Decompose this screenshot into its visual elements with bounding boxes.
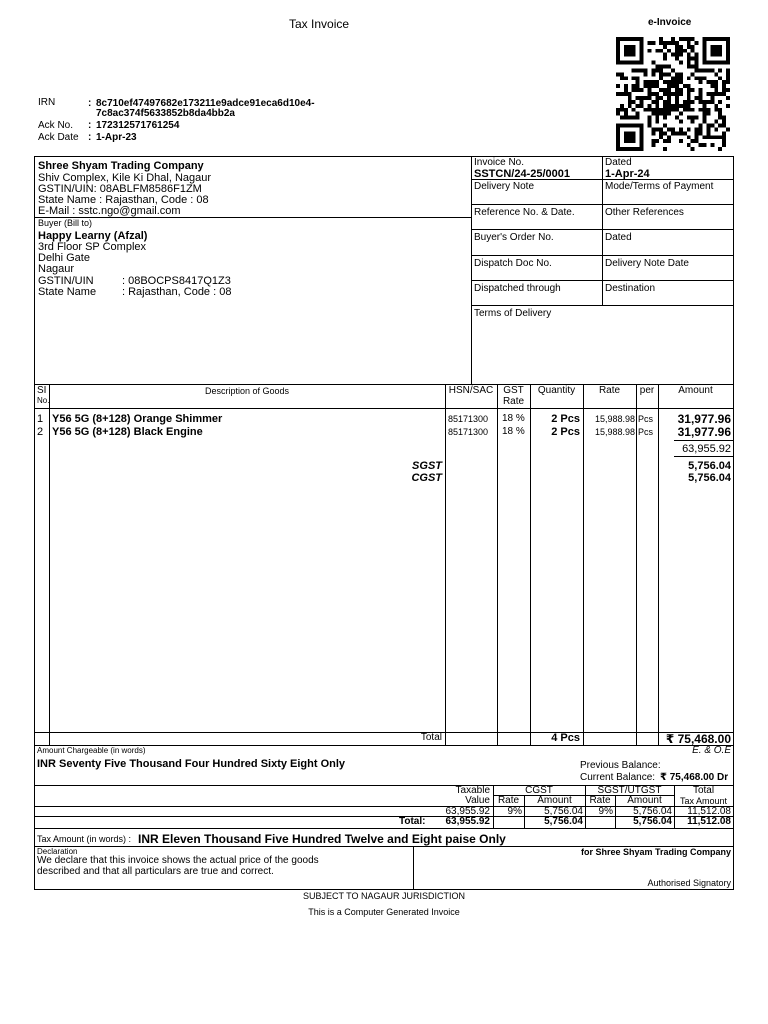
frame-bottom xyxy=(34,889,734,890)
buyers-order-label: Buyer's Order No. xyxy=(474,232,554,243)
frame-right xyxy=(733,156,734,890)
irn-value-line2: 7c8ac374f5633852b8da4bb2a xyxy=(96,108,235,119)
col-hsn-border xyxy=(497,384,498,745)
total-label: Total xyxy=(420,732,442,743)
col-gst-border xyxy=(530,384,531,745)
for-company: for Shree Shyam Trading Company xyxy=(580,847,731,857)
ack-no-colon: : xyxy=(88,120,92,131)
buyer-name: Happy Learny (Afzal) xyxy=(38,230,148,242)
tax-cgst-label: CGST xyxy=(525,785,553,796)
dispatched-through-label: Dispatched through xyxy=(474,283,561,294)
reference-label: Reference No. & Date. xyxy=(474,207,575,218)
subtotal-amount: 63,955.92 xyxy=(682,443,731,455)
buyer-state-label: State Name xyxy=(38,286,97,298)
declaration-line1: We declare that this invoice shows the actual price of the goods xyxy=(37,855,319,866)
ack-no-value: 172312571761254 xyxy=(96,120,180,131)
seller-name: Shree Shyam Trading Company xyxy=(38,160,204,172)
row-amount: 31,977.96 xyxy=(677,412,731,426)
header-quantity: Quantity xyxy=(537,385,576,396)
tax-cgst-amount-label: Amount xyxy=(537,795,572,806)
dated-value: 1-Apr-24 xyxy=(605,168,650,180)
header-no: No. xyxy=(37,396,50,405)
meta-row6 xyxy=(471,305,734,306)
tax-sgst-label: SGST/UTGST xyxy=(597,785,662,796)
delivery-note-date-label: Delivery Note Date xyxy=(605,258,689,269)
row-sl: 1 xyxy=(37,413,44,425)
row-hsn: 85171300 xyxy=(448,427,489,437)
tax-total-cgst: 5,756.04 xyxy=(544,816,583,827)
current-balance-value: ₹ 75,468.00 Dr xyxy=(660,772,729,783)
irn-value-line1: 8c710ef47497682e173211e9adce91eca6d10e4- xyxy=(96,98,315,109)
jurisdiction-note: SUBJECT TO NAGAUR JURISDICTION xyxy=(302,891,466,901)
col-desc-border xyxy=(445,384,446,745)
current-balance-label: Current Balance: xyxy=(580,772,656,783)
total-quantity: 4 Pcs xyxy=(551,732,580,744)
tax-row-cgst-rate: 9% xyxy=(507,806,522,817)
tax-value-label: Value xyxy=(465,795,490,806)
col-rate-border xyxy=(636,384,637,745)
declaration-label: Declaration xyxy=(37,847,78,856)
tax-amount-in-words: INR Eleven Thousand Five Hundred Twelve and Eight paise Only xyxy=(138,832,506,846)
row-sl: 2 xyxy=(37,426,44,438)
declaration-divider xyxy=(413,846,414,889)
order-dated-label: Dated xyxy=(605,232,632,243)
irn-colon: : xyxy=(88,98,92,109)
eoe-label: E. & O.E xyxy=(692,745,731,756)
header-si: SI xyxy=(37,385,47,396)
seller-address: Shiv Complex, Kile Ki Dhal, Nagaur xyxy=(38,172,212,184)
dated-label: Dated xyxy=(605,157,632,168)
tax-sgst-amount-label: Amount xyxy=(627,795,662,806)
row-rate: 15,988.98 xyxy=(594,414,635,424)
document-title: Tax Invoice xyxy=(289,17,350,31)
header-amount: Amount xyxy=(678,385,713,396)
seller-buyer-divider xyxy=(34,217,471,218)
meta-row4 xyxy=(471,255,734,256)
meta-row3 xyxy=(471,229,734,230)
seller-state: State Name : Rajasthan, Code : 08 xyxy=(38,194,209,206)
mode-terms-label: Mode/Terms of Payment xyxy=(605,181,714,192)
row-description: Y56 5G (8+128) Black Engine xyxy=(52,426,203,438)
tax-total-label: Total xyxy=(692,785,715,796)
row-per: Pcs xyxy=(638,414,654,424)
header-gst-rate: Rate xyxy=(502,396,525,407)
authorised-signatory: Authorised Signatory xyxy=(647,878,731,888)
frame-left xyxy=(34,156,35,890)
buyer-state: : Rajasthan, Code : 08 xyxy=(122,286,232,298)
header-rate: Rate xyxy=(598,385,621,396)
row-rate: 15,988.98 xyxy=(594,427,635,437)
ack-date-value: 1-Apr-23 xyxy=(96,132,137,143)
tax-row-sgst-amount: 5,756.04 xyxy=(633,806,672,817)
meta-row2 xyxy=(471,204,734,205)
header-description: Description of Goods xyxy=(204,386,290,396)
declaration-line2: described and that all particulars are true and correct. xyxy=(37,866,274,877)
total-amount: ₹ 75,468.00 xyxy=(665,732,731,746)
row-per: Pcs xyxy=(638,427,654,437)
meta-left-border xyxy=(471,156,472,384)
other-references-label: Other References xyxy=(605,207,684,218)
header-hsn: HSN/SAC xyxy=(448,385,494,396)
tax-row-cgst-amount: 5,756.04 xyxy=(544,806,583,817)
buyer-addr2: Delhi Gate xyxy=(38,252,90,264)
delivery-note-label: Delivery Note xyxy=(474,181,535,192)
irn-label: IRN xyxy=(38,97,56,108)
tax-total-total: 11,512.08 xyxy=(687,816,731,827)
terms-delivery-label: Terms of Delivery xyxy=(474,308,552,319)
buyer-addr3: Nagaur xyxy=(38,263,75,275)
qr-modules xyxy=(616,37,730,151)
cgst-amount: 5,756.04 xyxy=(688,472,731,484)
tax-cgst-rate-label: Rate xyxy=(497,795,520,806)
invoice-no-value: SSTCN/24-25/0001 xyxy=(474,168,570,180)
amount-chargeable-label: Amount Chargeable (in words) xyxy=(37,746,146,755)
destination-label: Destination xyxy=(605,283,656,294)
buyer-gstin-label: GSTIN/UIN xyxy=(38,275,94,287)
tax-amount-label: Tax Amount xyxy=(679,796,728,806)
amount-in-words: INR Seventy Five Thousand Four Hundred Sixty Eight Only xyxy=(37,758,346,770)
computer-generated-note: This is a Computer Generated Invoice xyxy=(308,907,460,917)
tax-taxable-label: Taxable xyxy=(455,785,490,796)
ack-no-label: Ack No. xyxy=(38,120,74,131)
row-hsn: 85171300 xyxy=(448,414,489,424)
seller-gstin: GSTIN/UIN: 08ABLFM8586F1ZM xyxy=(38,183,202,195)
dispatch-doc-label: Dispatch Doc No. xyxy=(474,258,552,269)
seller-email: E-Mail : sstc.ngo@gmail.com xyxy=(38,205,181,217)
col-qty-border xyxy=(583,384,584,745)
buyer-gstin: : 08BOCPS8417Q1Z3 xyxy=(122,275,231,287)
tax-sgst-rate-label: Rate xyxy=(589,795,611,806)
buyer-label: Buyer (Bill to) xyxy=(38,218,93,228)
previous-balance-label: Previous Balance: xyxy=(580,760,661,771)
subtotal-rule-bottom xyxy=(674,456,733,457)
cgst-label: CGST xyxy=(411,472,442,484)
tax-amount-words-label: Tax Amount (in words) : xyxy=(37,834,132,844)
sgst-label: SGST xyxy=(412,460,442,472)
einvoice-label: e-Invoice xyxy=(648,17,692,28)
invoice-no-label: Invoice No. xyxy=(474,157,525,168)
header-per: per xyxy=(639,385,655,396)
row-quantity: 2 Pcs xyxy=(551,413,580,425)
ack-date-colon: : xyxy=(88,132,92,143)
tax-total-sgst: 5,756.04 xyxy=(633,816,672,827)
tax-row-value: 63,955.92 xyxy=(445,806,490,817)
row-description: Y56 5G (8+128) Orange Shimmer xyxy=(52,413,223,425)
ack-date-label: Ack Date xyxy=(38,132,79,143)
col-sl-border xyxy=(49,384,50,745)
sgst-amount: 5,756.04 xyxy=(688,460,731,472)
qr-code-icon xyxy=(616,37,730,151)
tax-total-row-label: Total: xyxy=(399,816,426,827)
row-quantity: 2 Pcs xyxy=(551,426,580,438)
subtotal-rule-top xyxy=(674,440,733,441)
tax-row-sgst-rate: 9% xyxy=(598,806,613,817)
row-amount: 31,977.96 xyxy=(677,425,731,439)
tax-summary-bottom xyxy=(34,828,734,829)
header-gst: GST xyxy=(503,385,524,396)
meta-row5 xyxy=(471,280,734,281)
table-header-bottom xyxy=(34,408,734,409)
row-gst: 18 % xyxy=(502,426,525,437)
tax-total-value: 63,955.92 xyxy=(445,816,490,827)
tax-row-total: 11,512.08 xyxy=(687,806,731,817)
buyer-addr1: 3rd Floor SP Complex xyxy=(38,241,147,253)
row-gst: 18 % xyxy=(502,413,525,424)
